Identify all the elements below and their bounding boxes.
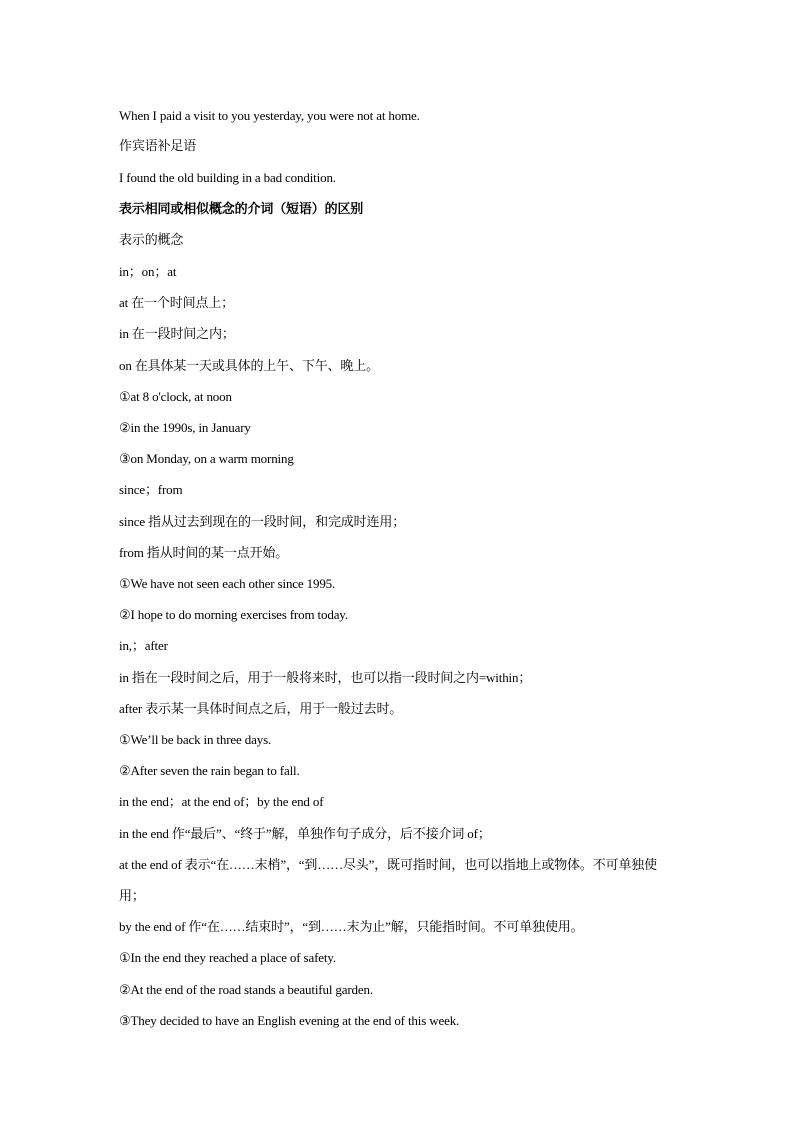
example-item: ①at 8 o'clock, at noon — [119, 388, 232, 404]
rule-in-time: in 指在一段时间之后，用于一般将来时，也可以指一段时间之内=within； — [119, 669, 532, 685]
example-item: ②I hope to do morning exercises from today. — [119, 607, 348, 623]
document-body — [119, 100, 679, 1036]
rule-on: on 在具体某一天或具体的上午、下午、晚上。 — [119, 357, 379, 373]
example-item: ③on Monday, on a warm morning — [119, 451, 294, 467]
subheading-object-complement: 作宾语补足语 — [119, 139, 197, 155]
rule-at: at 在一个时间点上； — [119, 295, 234, 311]
example-sentence: I found the old building in a bad condition. — [119, 170, 336, 186]
example-item: ②in the 1990s, in January — [119, 420, 251, 436]
rule-from: from 指从时间的某一点开始。 — [119, 544, 289, 560]
rule-by-the-end-of: by the end of 作“在……结束时”，“到……末为止”解，只能指时间。不可单独使用。 — [119, 919, 584, 935]
group-title-in-on-at: in；on；at — [119, 264, 177, 280]
example-sentence: When I paid a visit to you yesterday, you were not at home. — [119, 108, 420, 123]
rule-at-the-end-of: at the end of 表示“在……末梢”，“到……尽头”，既可指时间，也可以指地上或物体。不可单独使用； — [119, 856, 657, 904]
section-heading: 表示相同或相似概念的介词（短语）的区别 — [119, 201, 364, 217]
subheading-concept: 表示的概念 — [119, 232, 184, 248]
rule-in-the-end: in the end 作“最后”、“终于”解，单独作句子成分，后不接介词 of； — [119, 825, 491, 841]
group-title-since-from: since；from — [119, 482, 183, 498]
group-title-end: in the end；at the end of；by the end of — [119, 794, 324, 810]
rule-in: in 在一段时间之内； — [119, 326, 235, 342]
example-item: ①In the end they reached a place of safety. — [119, 950, 336, 966]
group-title-in-after: in,；after — [119, 638, 168, 654]
example-item: ①We’ll be back in three days. — [119, 732, 272, 748]
example-item: ②At the end of the road stands a beautiful garden. — [119, 981, 373, 997]
example-item: ②After seven the rain began to fall. — [119, 763, 300, 779]
example-item: ③They decided to have an English evening at the end of this week. — [119, 1012, 460, 1028]
rule-since: since 指从过去到现在的一段时间，和完成时连用； — [119, 513, 406, 529]
example-item: ①We have not seen each other since 1995. — [119, 576, 336, 592]
rule-after: after 表示某一具体时间点之后，用于一般过去时。 — [119, 700, 403, 716]
